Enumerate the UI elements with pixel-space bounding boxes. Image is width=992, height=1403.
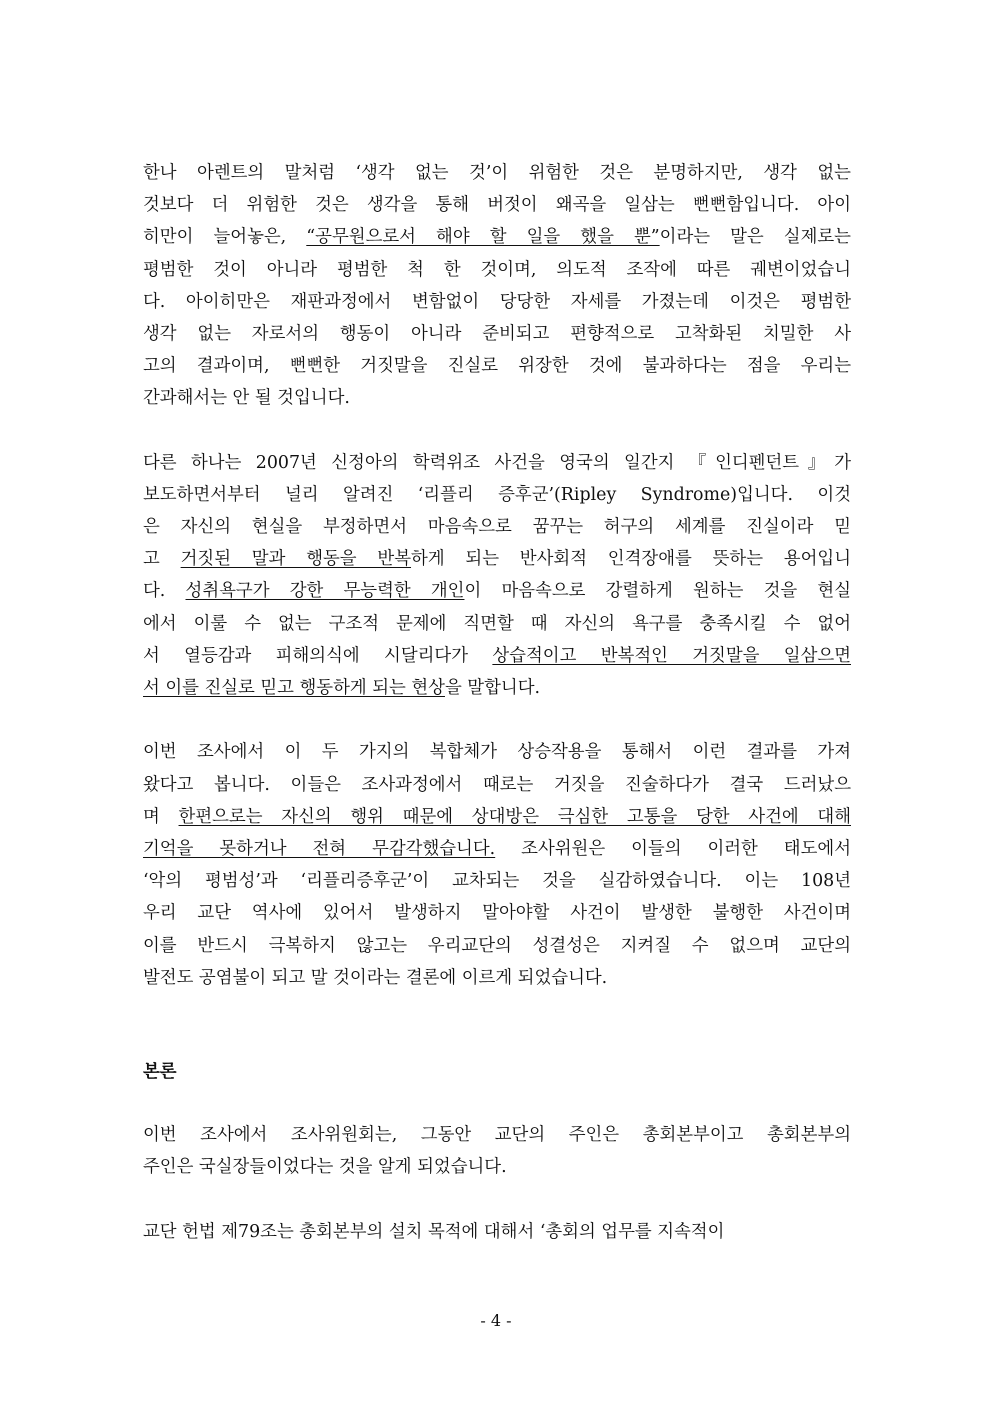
text-run: 발전도 공염불이 되고 말 것이라는 결론에 이르게 되었습니다. (143, 967, 608, 988)
text-run: 다. (143, 581, 186, 602)
text-run: 에서 이룰 수 없는 구조적 문제에 직면할 때 자신의 욕구를 충족시킬 수 없어 (143, 613, 851, 634)
text-run: 주인은 국실장들이었다는 것을 알게 되었습니다. (143, 1157, 507, 1178)
text-line (143, 543, 851, 575)
body-text-section-1 (143, 157, 851, 1026)
text-run: 것보다 더 위험한 것은 생각을 통해 버젓이 왜곡을 일삼는 뻔뻔함입니다. 아이 (143, 195, 851, 216)
text-run: 이라는 말은 실제로는 (659, 227, 851, 248)
text-line (143, 801, 851, 833)
text-run: 서 열등감과 피해의식에 시달리다가 (143, 645, 493, 666)
text-run: 한나 아렌트의 말처럼 ‘생각 없는 것’이 위험한 것은 분명하지만, 생각 없는 (143, 163, 851, 183)
paragraph (143, 736, 851, 994)
section-heading: 본론 (143, 1062, 177, 1082)
text-run: 우리 교단 역사에 있어서 발생하지 말아야할 사건이 발생한 불행한 사건이며 (143, 903, 851, 924)
text-run: 조사위원은 이들의 이러한 태도에서 (495, 838, 851, 859)
underlined-text: “공무원으로서 해야 할 일을 했을 뿐” (306, 227, 660, 248)
text-line (143, 189, 851, 221)
paragraph (143, 157, 851, 415)
text-line (143, 382, 851, 414)
text-line (143, 833, 851, 865)
underlined-text: 성취욕구가 강한 무능력한 개인 (185, 581, 465, 602)
text-line (143, 640, 851, 672)
text-line (143, 254, 851, 286)
text-line (143, 318, 851, 350)
text-run: 을 말합니다. (444, 678, 541, 698)
text-line (143, 350, 851, 382)
text-run: 다. 아이히만은 재판과정에서 변함없이 당당한 자세를 가졌는데 이것은 평범한 (143, 291, 851, 312)
paragraph (143, 1216, 851, 1248)
underlined-text: 기억을 못하거나 전혀 무감각했습니다. (143, 838, 496, 859)
text-line (143, 447, 851, 479)
text-line (143, 1151, 851, 1183)
text-run: 왔다고 봅니다. 이들은 조사과정에서 때로는 거짓을 진술하다가 결국 드러났으 (143, 774, 851, 795)
text-run: 평범한 것이 아니라 평범한 척 한 것이며, 의도적 조작에 따른 궤변이었습니 (143, 259, 851, 280)
text-line (143, 865, 851, 897)
text-line (143, 769, 851, 801)
text-line (143, 962, 851, 994)
text-line (143, 608, 851, 640)
paragraph (143, 447, 851, 705)
text-line (143, 286, 851, 318)
text-line (143, 897, 851, 929)
underlined-text: 한편으로는 자신의 행위 때문에 상대방은 극심한 고통을 당한 사건에 대해 (178, 806, 851, 827)
text-line (143, 1119, 851, 1151)
text-run: 며 (143, 806, 179, 827)
text-line (143, 221, 851, 253)
text-run: 고의 결과이며, 뻔뻔한 거짓말을 진실로 위장한 것에 불과하다는 점을 우리는 (143, 356, 851, 377)
text-line (143, 672, 851, 704)
text-run: 하게 되는 반사회적 인격장애를 뜻하는 용어입니 (411, 549, 851, 570)
text-line (143, 930, 851, 962)
page-number: - 4 - (480, 1311, 512, 1330)
text-run: 생각 없는 자로서의 행동이 아니라 준비되고 편향적으로 고착화된 치밀한 사 (143, 323, 851, 344)
text-run: 간과해서는 안 될 것입니다. (143, 388, 350, 409)
text-run: 보도하면서부터 널리 알려진 ‘리플리 증후군’(Ripley Syndrome)입니다. 이것 (143, 484, 851, 505)
text-line (143, 1216, 851, 1248)
text-run: 이번 조사에서 조사위원회는, 그동안 교단의 주인은 총회본부이고 총회본부의 (143, 1125, 851, 1145)
text-run: 다른 하나는 2007년 신정아의 학력위조 사건을 영국의 일간지 『인디펜던트』가 (143, 452, 851, 473)
text-line (143, 511, 851, 543)
text-run: 이번 조사에서 이 두 가지의 복합체가 상승작용을 통해서 이런 결과를 가져 (143, 742, 851, 763)
text-line (143, 575, 851, 607)
text-line (143, 736, 851, 768)
paragraph (143, 1119, 851, 1183)
body-text-section-2 (143, 1119, 851, 1280)
text-run: 히만이 늘어놓은, (143, 227, 307, 248)
text-run: 고 (143, 549, 181, 570)
underlined-text: 거짓된 말과 행동을 반복 (180, 549, 412, 570)
text-line (143, 157, 851, 189)
underlined-text: 상습적이고 반복적인 거짓말을 일삼으면 (492, 645, 851, 666)
text-line (143, 479, 851, 511)
text-run: 이를 반드시 극복하지 않고는 우리교단의 성결성은 지켜질 수 없으며 교단의 (143, 935, 851, 956)
underlined-text: 서 이를 진실로 믿고 행동하게 되는 현상 (143, 678, 445, 698)
text-run: ‘악의 평범성’과 ‘리플리증후군’이 교차되는 것을 실감하였습니다. 이는 108년 (143, 871, 851, 892)
text-run: 은 자신의 현실을 부정하면서 마음속으로 꿈꾸는 허구의 세계를 진실이라 믿 (143, 517, 851, 538)
text-run: 교단 헌법 제79조는 총회본부의 설치 목적에 대해서 ‘총회의 업무를 지속적이 (143, 1221, 725, 1242)
text-run: 이 마음속으로 강렬하게 원하는 것을 현실 (464, 581, 851, 602)
